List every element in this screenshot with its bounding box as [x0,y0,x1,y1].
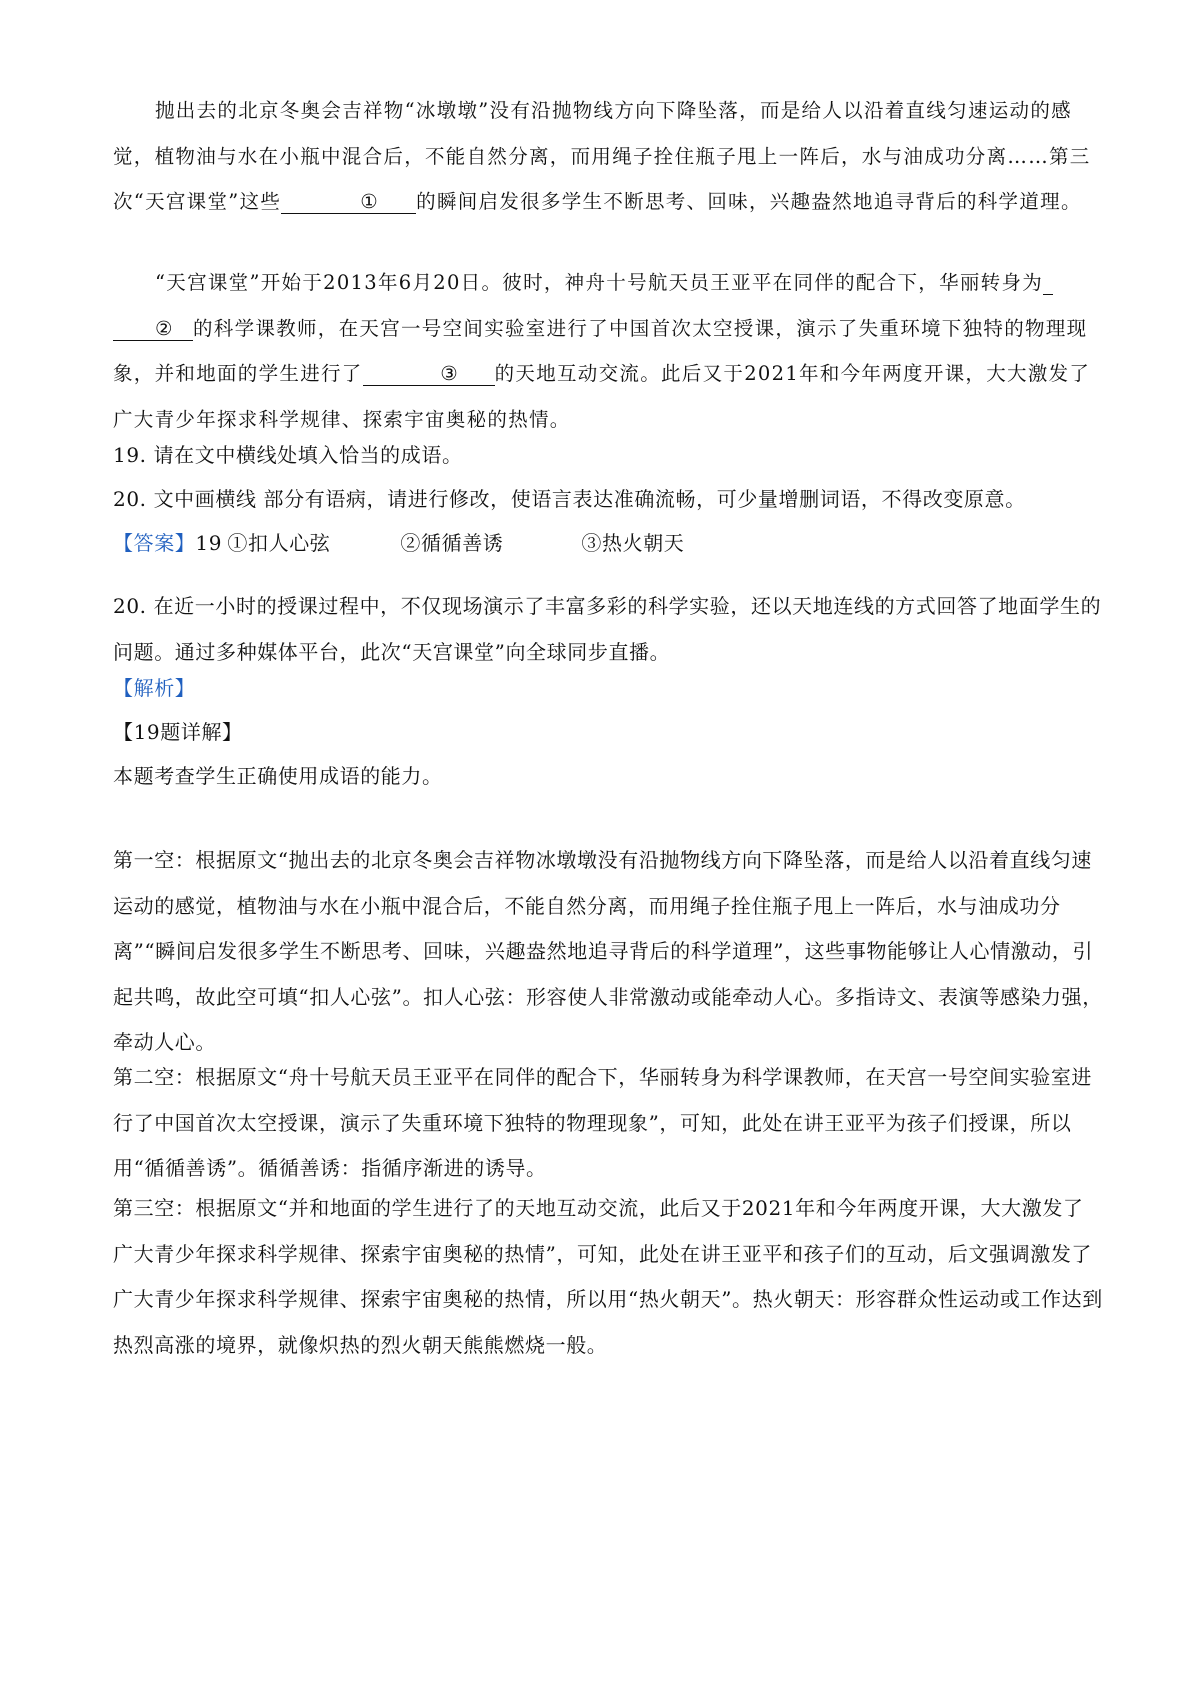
analysis-blank-1: 第一空：根据原文“抛出去的北京冬奥会吉祥物冰墩墩没有沿抛物线方向下降坠落，而是给人以沿着直线匀速运动的感觉，植物油与水在小瓶中混合后，不能自然分离，而用绳子拴住瓶子甩上一阵后，水与油成功分离”“瞬间启发很多学生不断思考、回味，兴趣盎然地追寻背后的科学道理”，这些事物能够让人心情激动，引起共鸣，故此空可填“扣人心弦”。扣人心弦：形容使人非常激动或能牵动人心。多指诗文、表演等感染力强，牵动人心。 [113,848,1103,1054]
question-20: 20. 文中画横线 部分有语病，请进行修改，使语言表达准确流畅，可少量增删词语，不得改变原意。 [113,487,1026,511]
answer-tag: 【答案】 [113,531,196,555]
answer-20: 20. 在近一小时的授课过程中，不仅现场演示了丰富多彩的科学实验，还以天地连线的方式回答了地面学生的问题。通过多种媒体平台，此次“天宫课堂”向全球同步直播。 [113,594,1102,664]
answer-number: 19 [195,531,223,555]
analysis-blank-3: 第三空：根据原文“并和地面的学生进行了的天地互动交流，此后又于2021年和今年两度开课，大大激发了广大青少年探求科学规律、探索宇宙奥秘的热情”，可知，此处在讲王亚平和孩子们的互动，后文强调激发了广大青少年探求科学规律、探索宇宙奥秘的热情，所以用“热火朝天”。热火朝天：形容群众性运动或工作达到热烈高涨的境界，就像炽热的烈火朝天熊熊燃烧一般。 [113,1196,1103,1357]
question-19: 19. 请在文中横线处填入恰当的成语。 [113,443,463,467]
passage-text: 抛出去的北京冬奥会吉祥物“冰墩墩”没有沿抛物线方向下降坠落，而是给人以沿着直线匀速运动的感觉，植物油与水在小瓶中混合后，不能自然分离，而用绳子拴住瓶子甩上一阵后，水与油成功分离……第三次“天宫课堂”这些 [113,99,1091,213]
blank-2: ② [113,318,193,341]
passage-paragraph-2 [113,260,1103,442]
analysis-q19-heading: 【19题详解】 [113,720,243,744]
passage-text: 的瞬间启发很多学生不断思考、回味，兴趣盎然地追寻背后的科学道理。 [416,190,1082,213]
analysis-tag: 【解析】 [113,676,196,700]
answer-19-item-2: ②循循善诱 [400,531,504,555]
analysis-intro: 本题考查学生正确使用成语的能力。 [113,764,443,788]
analysis-blank-2: 第二空：根据原文“舟十号航天员王亚平在同伴的配合下，华丽转身为科学课教师，在天宫一号空间实验室进行了中国首次太空授课，演示了失重环境下独特的物理现象”，可知，此处在讲王亚平为孩子们授课，所以用“循循善诱”。循循善诱：指循序渐进的诱导。 [113,1065,1093,1180]
passage-paragraph-1 [113,88,1103,225]
blank-2-lead [1043,272,1053,295]
answer-19-item-3: ③热火朝天 [581,531,685,555]
blank-1: ① [281,191,416,214]
blank-3: ③ [363,363,495,386]
answer-19-line [113,521,1103,567]
answer-19-item-1: ①扣人心弦 [227,531,331,555]
passage-text: 的科学课教师，在天宫一号空间实验室进行了中国首次太空授课，演示了失重环境下独特的物理现象，并和地面的学生进行了 [113,316,1088,385]
passage-text: “天宫课堂”开始于2013年6月20日。彼时，神舟十号航天员王亚平在同伴的配合下，华丽转身为 [155,271,1044,294]
passage-text: 的天地互动交流。此后又于2021年和今年两度开课，大大激发了广大青少年探求科学规律、探索宇宙奥秘的热情。 [113,362,1091,431]
